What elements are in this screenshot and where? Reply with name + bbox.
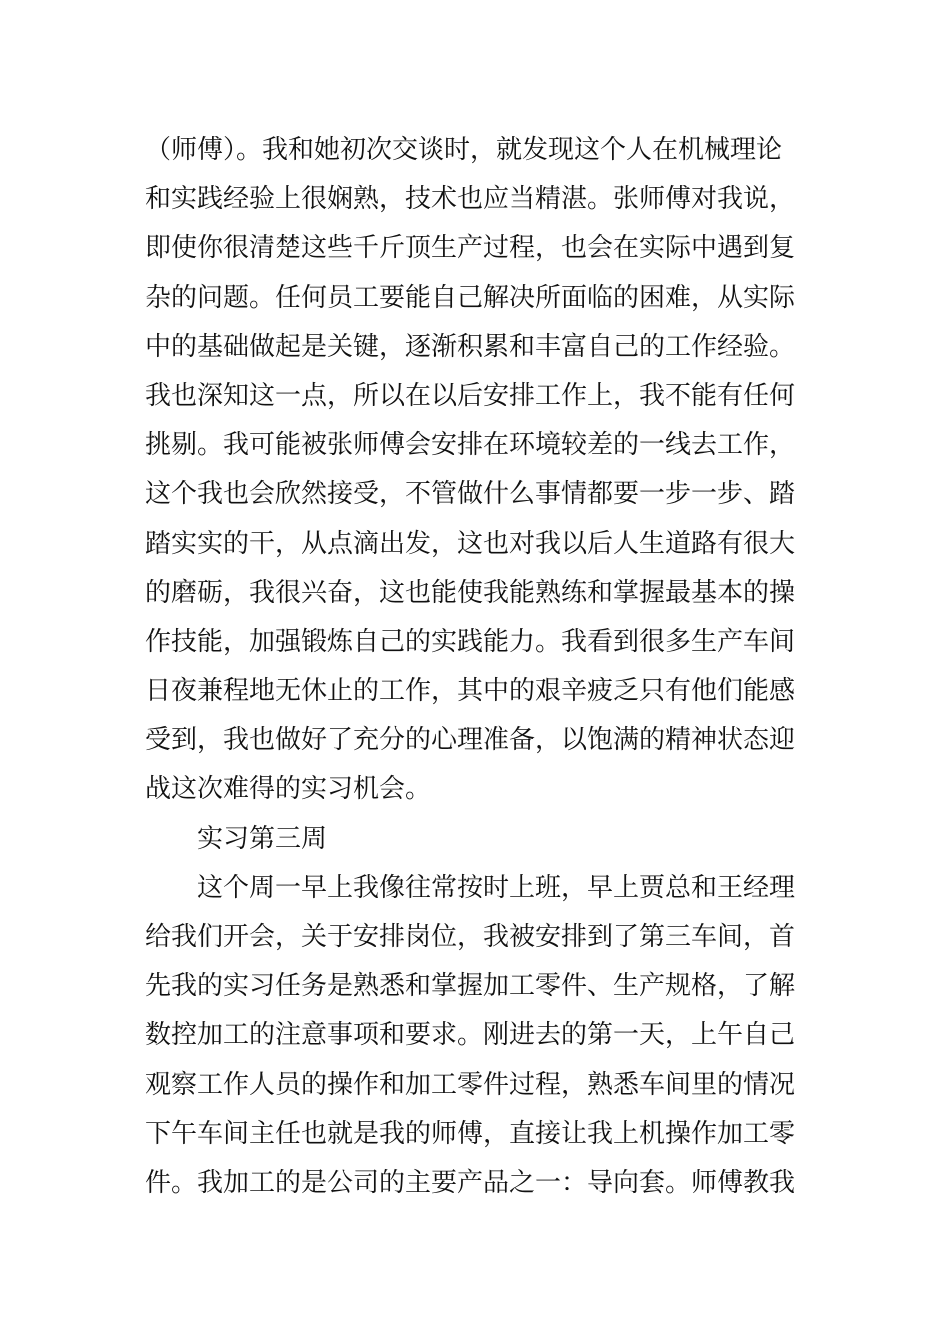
text-line: 踏实实的干，从点滴出发，这也对我以后人生道路有很大: [145, 528, 796, 559]
text-line: 日夜兼程地无休止的工作，其中的艰辛疲乏只有他们能感: [145, 676, 796, 707]
text-line: 这个我也会欣然接受，不管做什么事情都要一步一步、踏: [145, 479, 796, 510]
text-line: 作技能，加强锻炼自己的实践能力。我看到很多生产车间: [145, 626, 796, 657]
text-line: 件。我加工的是公司的主要产品之一：导向套。师傅教我: [145, 1167, 796, 1198]
text-line: 先我的实习任务是熟悉和掌握加工零件、生产规格，了解: [145, 971, 796, 1002]
text-line: （师傅）。我和她初次交谈时，就发现这个人在机械理论: [145, 135, 783, 165]
text-line: 数控加工的注意事项和要求。刚进去的第一天，上午自己: [145, 1020, 796, 1051]
text-line: 即使你很清楚这些千斤顶生产过程，也会在实际中遇到复: [145, 233, 796, 264]
text-line: 我也深知这一点，所以在以后安排工作上，我不能有任何: [145, 380, 796, 411]
paragraph-first-line: 这个周一早上我像往常按时上班，早上贾总和王经理: [197, 872, 796, 903]
text-line: 给我们开会，关于安排岗位，我被安排到了第三车间，首: [145, 922, 796, 952]
text-line: 杂的问题。任何员工要能自己解决所面临的困难，从实际: [145, 282, 796, 313]
text-line: 的磨砺，我很兴奋，这也能使我能熟练和掌握最基本的操: [145, 577, 796, 608]
text-line: 观察工作人员的操作和加工零件过程，熟悉车间里的情况: [145, 1069, 796, 1100]
text-line: 受到，我也做好了充分的心理准备，以饱满的精神状态迎: [145, 725, 796, 756]
text-line: 中的基础做起是关键，逐渐积累和丰富自己的工作经验。: [145, 331, 796, 362]
body-text: [145, 126, 815, 1208]
text-line: 战这次难得的实习机会。: [145, 774, 432, 805]
section-heading: 实习第三周: [197, 823, 328, 854]
text-line: 和实践经验上很娴熟，技术也应当精湛。张师傅对我说，: [145, 184, 796, 215]
text-line: 下午车间主任也就是我的师傅，直接让我上机操作加工零: [145, 1118, 796, 1149]
text-line: 挑剔。我可能被张师傅会安排在环境较差的一线去工作，: [145, 430, 796, 461]
